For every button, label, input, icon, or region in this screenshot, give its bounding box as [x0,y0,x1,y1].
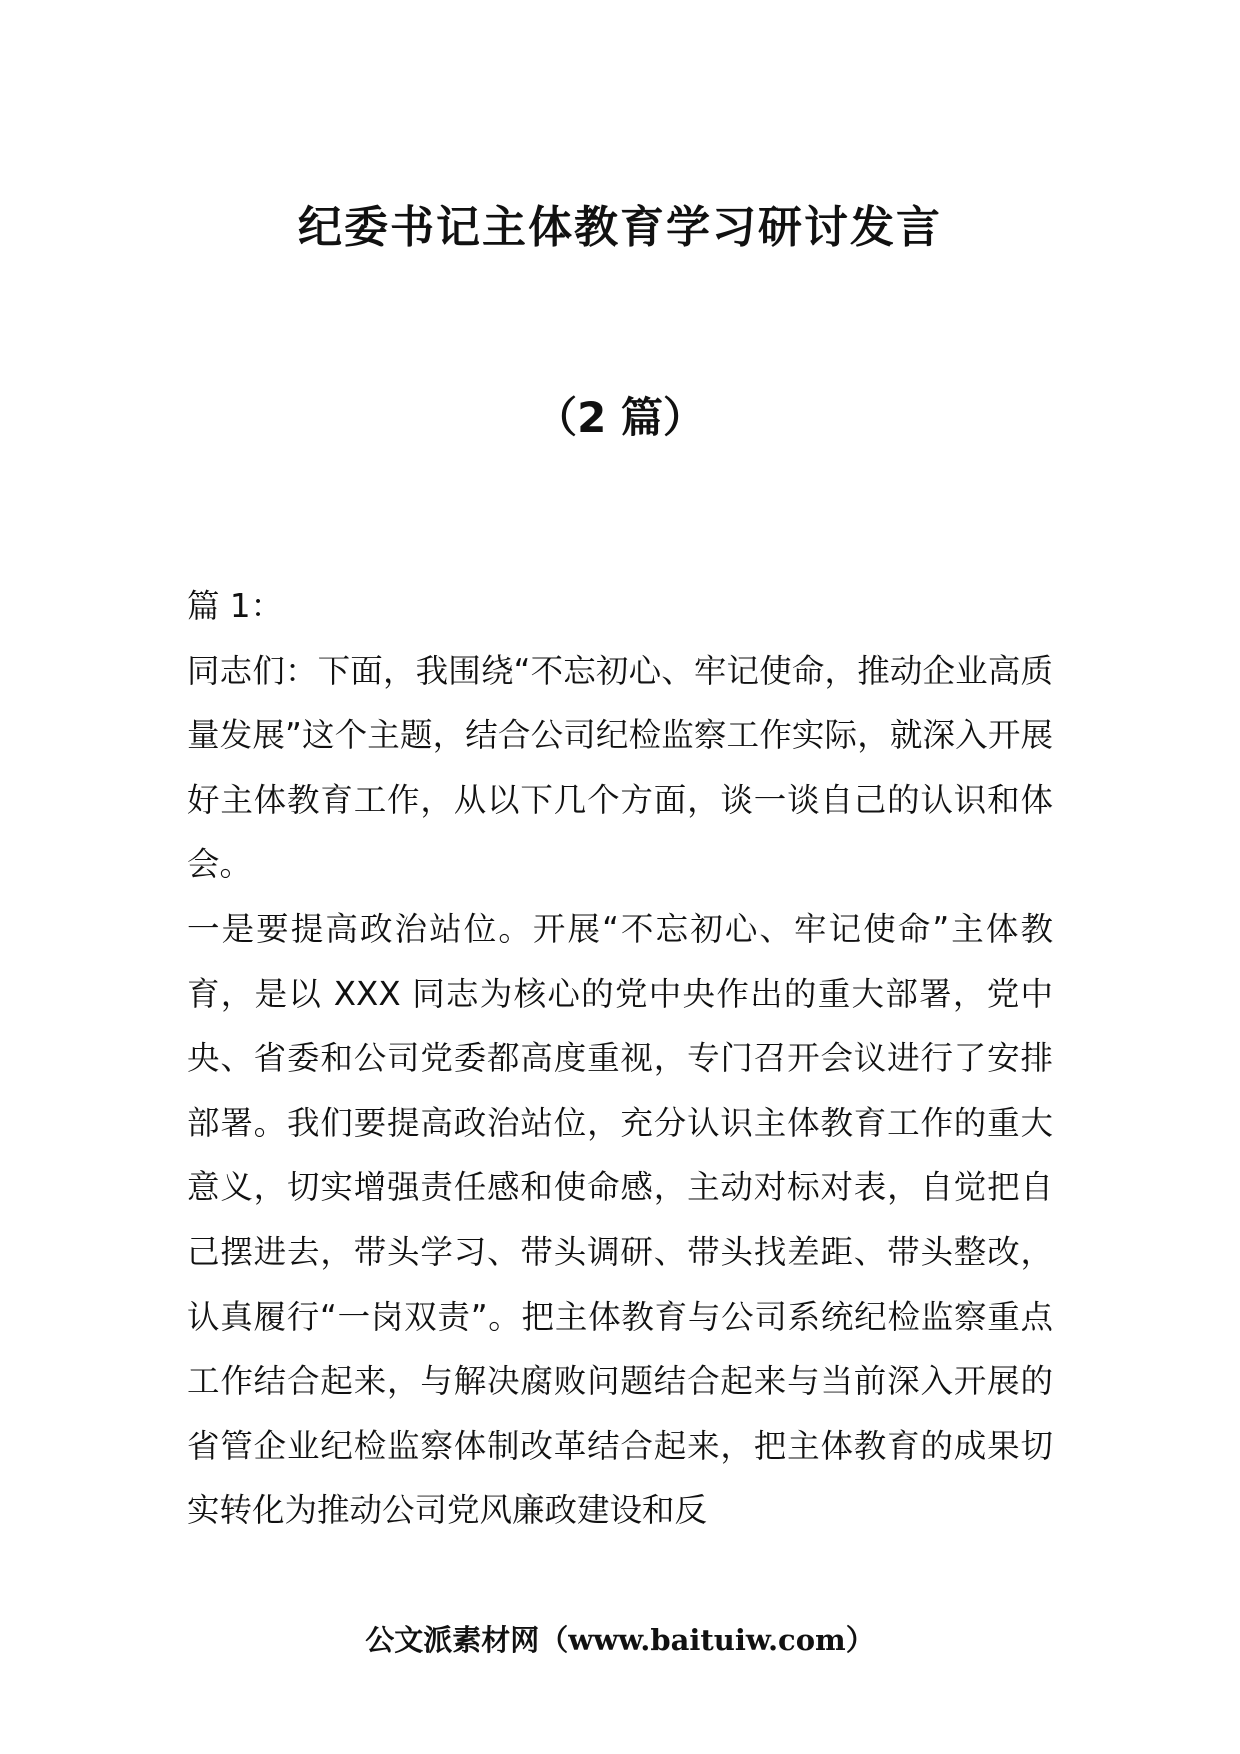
document-body [187,574,1053,1543]
body-paragraph: 同志们：下面，我围绕“不忘初心、牢记使命，推动企业高质量发展”这个主题，结合公司纪检监察工作实际，就深入开展好主体教育工作，从以下几个方面，谈一谈自己的认识和体会。 [187,651,1053,884]
section-label: 篇 1： [187,587,284,625]
page-footer: 公文派素材网（www.baituiw.com） [365,1623,875,1657]
document-subtitle: （2 篇） [535,393,705,442]
body-paragraph: 一是要提高政治站位。开展“不忘初心、牢记使命”主体教育，是以 XXX 同志为核心的党中央作出的重大部署，党中央、省委和公司党委都高度重视，专门召开会议进行了安排部署。我们要提高政治站位，充分认识主体教育工作的重大意义，切实增强责任感和使命感，主动对标对表，自觉把自己摆进去，带头学习、带头调研、带头找差距、带头整改，认真履行“一岗双责”。把主体教育与公司系统纪检监察重点工作结合起来，与解决腐败问题结合起来与当前深入开展的省管企业纪检监察体制改革结合起来，把主体教育的成果切实转化为推动公司党风廉政建设和反 [187,909,1053,1530]
document-title: 纪委书记主体教育学习研讨发言 [298,202,942,253]
